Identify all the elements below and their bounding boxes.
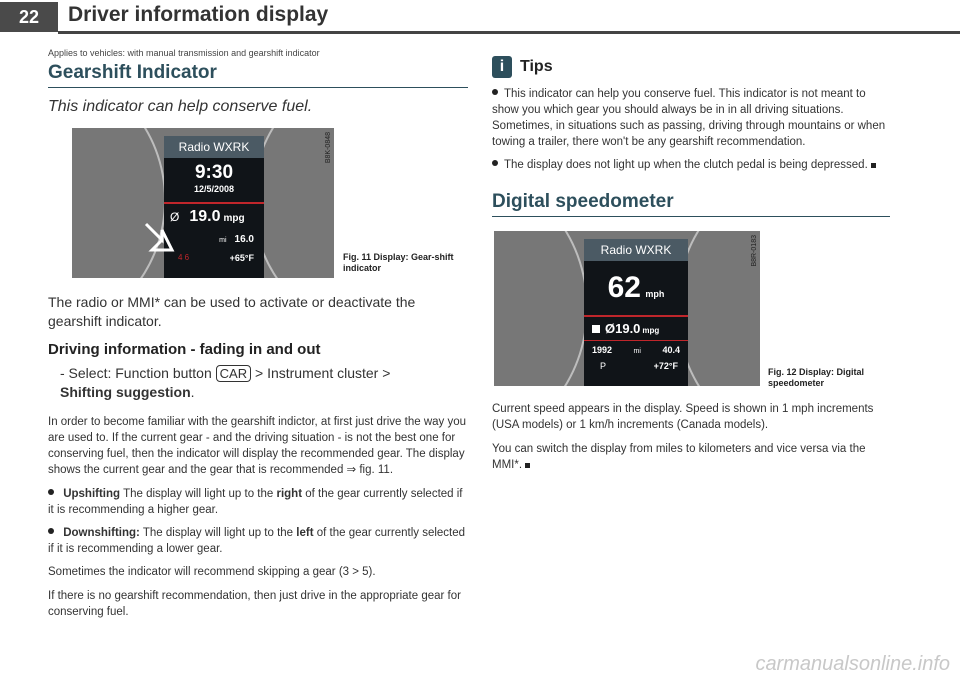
section-title-gearshift: Gearshift Indicator bbox=[48, 62, 468, 88]
trip-icon bbox=[592, 325, 600, 333]
page-number: 22 bbox=[0, 2, 58, 32]
speed-explanation: Current speed appears in the display. Speed is shown in 1 mph increments (USA models) or 1 km/h increments (Canada models). bbox=[492, 403, 874, 431]
gearshift-explanation: In order to become familiar with the gearshift indictor, at first just drive the way you are used to. If the current gear - and the driving situation - is not the best one for conserving fuel, then the indicator will display the recommended gear. The display shows the current gear and the gear that is recommended ⇒ fig. 11. bbox=[48, 416, 467, 476]
left-gauge-ring bbox=[494, 231, 588, 386]
figure-id: B8K-0848 bbox=[325, 132, 332, 164]
section-title-speedometer: Digital speedometer bbox=[492, 191, 890, 217]
car-button-label: CAR bbox=[216, 365, 251, 382]
figure-12-caption bbox=[768, 367, 888, 389]
tip-1 bbox=[492, 86, 890, 150]
unit-switch-text: You can switch the display from miles to kilometers and vice versa via the MMI*. bbox=[492, 443, 866, 471]
gear-position: P bbox=[600, 361, 607, 371]
instruction-step bbox=[48, 364, 468, 402]
fuel-economy-unit: mpg bbox=[223, 213, 245, 224]
lead-paragraph: The radio or MMI* can be used to activate or deactivate the gearshift indicator. bbox=[48, 294, 416, 329]
tip-1-text: This indicator can help you conserve fuel. This indicator is not meant to show you which gear you should always be in in all driving situations. Sometimes, in situations such as passing, driving through mountains or when towing a trailer, there won't be any gearshift recommendation. bbox=[492, 88, 886, 148]
downshifting-text-b: of the gear currently selected if it is recommending a lower gear. bbox=[48, 527, 466, 555]
caption-text: Display: Digital speedometer bbox=[768, 367, 865, 388]
outside-temp: +65°F bbox=[229, 253, 254, 263]
no-recommendation-note: If there is no gearshift recommendation, then just drive in the appropriate gear for conserving fuel. bbox=[48, 590, 461, 618]
fuel-economy-unit: mpg bbox=[642, 326, 660, 335]
bullet-dot bbox=[48, 489, 54, 495]
caption-text: Display: Gear-shift indicator bbox=[343, 252, 454, 273]
upshifting-bullet bbox=[48, 486, 468, 518]
section-intro: This indicator can help conserve fuel. bbox=[48, 98, 313, 115]
gearshift-arrow-icon bbox=[142, 220, 178, 256]
tip-2 bbox=[492, 157, 890, 173]
right-gauge-ring bbox=[252, 128, 334, 278]
speed-unit: mph bbox=[645, 289, 665, 299]
display-screen bbox=[164, 136, 264, 278]
caption-number: Fig. 12 bbox=[768, 367, 797, 377]
display-screen bbox=[584, 239, 688, 386]
speedometer-display-image bbox=[494, 231, 760, 386]
subsection-title: Driving information - fading in and out bbox=[48, 341, 321, 358]
end-marker-icon bbox=[525, 463, 530, 468]
bullet-dot bbox=[492, 160, 498, 166]
speed-value: 62 bbox=[607, 271, 641, 304]
mi-label: mi bbox=[219, 237, 227, 244]
caption-number: Fig. 11 bbox=[343, 252, 372, 262]
radio-label: Radio WXRK bbox=[584, 239, 688, 261]
upshifting-text-b: of the gear currently selected if it is recommending a higher gear. bbox=[48, 488, 463, 516]
trip-value: 40.4 bbox=[662, 345, 680, 355]
watermark: carmanualsonline.info bbox=[755, 653, 950, 675]
separator-line bbox=[584, 340, 688, 341]
odometer-value: 1992 bbox=[592, 345, 613, 355]
header-rule bbox=[58, 31, 960, 34]
radio-label: Radio WXRK bbox=[164, 136, 264, 158]
left-column bbox=[48, 48, 468, 628]
upshifting-direction: right bbox=[276, 488, 303, 500]
tips-header bbox=[492, 56, 890, 78]
figure-12 bbox=[492, 231, 890, 391]
bullet-dot bbox=[48, 528, 54, 534]
figure-11-caption bbox=[343, 252, 463, 274]
display-date: 12/5/2008 bbox=[193, 184, 235, 194]
step-end: . bbox=[190, 384, 195, 400]
fuel-economy-value: 19.0 bbox=[189, 208, 221, 225]
chapter-title: Driver information display bbox=[68, 3, 329, 26]
downshifting-direction: left bbox=[296, 527, 314, 539]
upshifting-label: Upshifting bbox=[63, 488, 121, 500]
bullet-dot bbox=[492, 89, 498, 95]
info-icon: i bbox=[492, 56, 512, 78]
mi-value: 16.0 bbox=[234, 234, 254, 245]
page-header bbox=[0, 0, 960, 36]
end-marker-icon bbox=[871, 163, 876, 168]
downshifting-label: Downshifting: bbox=[63, 527, 140, 539]
average-symbol: Ø bbox=[170, 210, 180, 224]
figure-11 bbox=[48, 128, 468, 283]
downshifting-text-a: The display will light up to the bbox=[142, 527, 294, 539]
step-middle: > Instrument cluster > bbox=[255, 365, 391, 381]
outside-temp: +72°F bbox=[653, 361, 678, 371]
right-column bbox=[492, 56, 890, 481]
mi-label: mi bbox=[633, 348, 641, 355]
clock-time: 9:30 bbox=[194, 162, 234, 183]
separator-line bbox=[164, 202, 264, 204]
tip-2-text: The display does not light up when the clutch pedal is being depressed. bbox=[504, 159, 868, 171]
step-setting: Shifting suggestion bbox=[60, 384, 191, 400]
right-gauge-ring bbox=[676, 231, 760, 386]
gear-indicator: 4 6 bbox=[178, 253, 190, 262]
applies-note: Applies to vehicles: with manual transmission and gearshift indicator bbox=[48, 48, 320, 58]
step-prefix: - Select: Function button bbox=[60, 365, 212, 381]
tips-title: Tips bbox=[520, 58, 553, 75]
skip-gear-note: Sometimes the indicator will recommend skipping a gear (3 > 5). bbox=[48, 566, 376, 578]
unit-switch-note bbox=[492, 441, 890, 473]
fuel-economy-value: Ø19.0 bbox=[605, 321, 641, 336]
downshifting-bullet bbox=[48, 525, 468, 557]
upshifting-text-a: The display will light up to the bbox=[123, 488, 274, 500]
gearshift-display-image bbox=[72, 128, 334, 278]
figure-id: B8R-0183 bbox=[751, 235, 758, 267]
separator-line bbox=[584, 315, 688, 317]
